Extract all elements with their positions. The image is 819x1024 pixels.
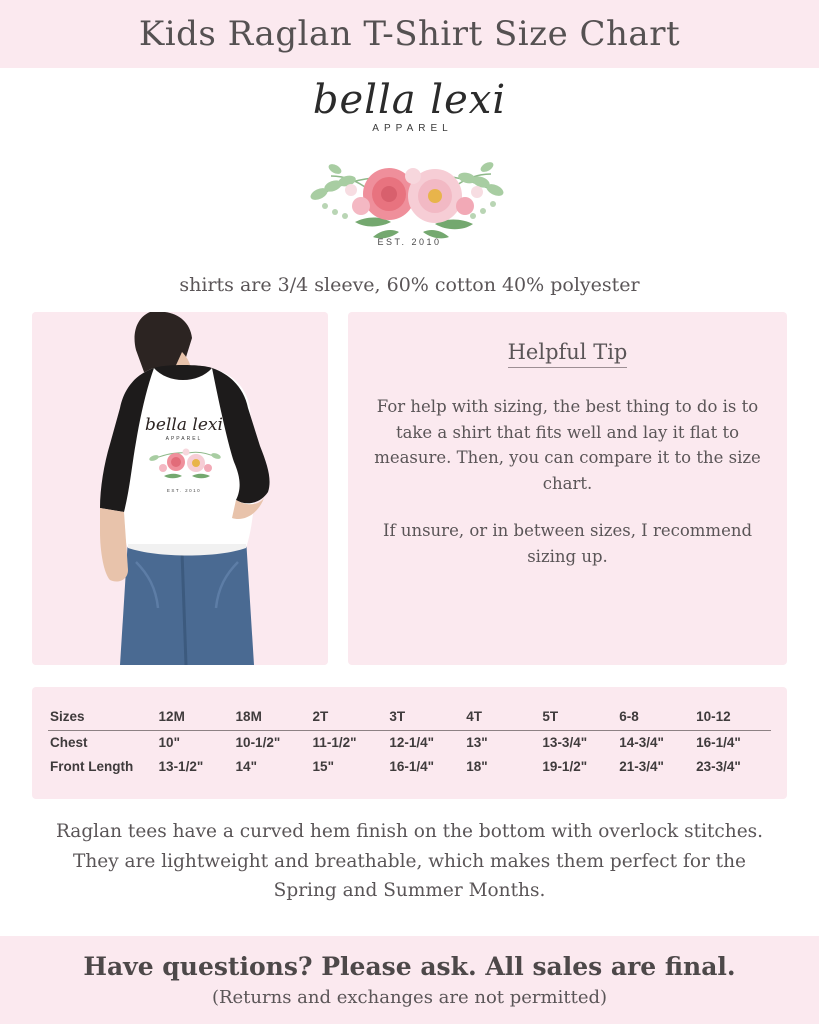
table-row [48,731,771,756]
footer-banner [0,936,819,1024]
svg-text:bella lexi: bella lexi [145,415,223,435]
size-cell: 10-1/2" [235,735,281,750]
page-title: Kids Raglan T-Shirt Size Chart [138,14,681,54]
size-table-card [32,687,787,799]
size-cell: 10" [158,735,180,750]
size-cell: 16-1/4" [389,759,435,774]
brand-logo [0,68,819,270]
fabric-note: shirts are 3/4 sleeve, 60% cotton 40% polyester [179,274,640,296]
size-cell: 16-1/4" [696,735,741,750]
brand-subtitle: APPAREL [372,123,453,134]
header-banner [0,0,819,68]
size-cell: 11-1/2" [312,735,357,750]
size-table-header-cell: 4T [466,709,482,724]
size-table-header-cell: 6-8 [619,709,639,724]
content-columns [0,312,819,665]
helpful-tip-title: Helpful Tip [508,340,628,368]
raglan-shirt-photo [32,312,328,665]
size-table-header-cell: Sizes [50,709,85,724]
size-cell: 14" [235,759,257,774]
size-cell: 23-3/4" [696,759,741,774]
product-photo-card [32,312,328,665]
size-row-label: Front Length [50,759,134,774]
size-table-header-cell: 3T [389,709,406,724]
bottom-description: Raglan tees have a curved hem finish on the bottom with overlock stitches. They are lightweight and breathable, which makes them perfect for the Spring and Summer Months. [55,821,764,902]
helpful-tip-card [348,312,787,665]
size-table-header-cell: 18M [235,709,262,724]
svg-text:APPAREL: APPAREL [165,436,203,442]
size-cell: 18" [466,759,488,774]
svg-text:EST. 2010: EST. 2010 [166,488,202,493]
size-cell: 21-3/4" [619,759,664,774]
size-table-header-row [48,705,771,731]
helpful-tip-paragraph-2: If unsure, or in between sizes, I recommend sizing up. [382,521,753,566]
size-row-label: Chest [50,735,88,750]
size-cell: 14-3/4" [619,735,664,750]
brand-established: EST. 2010 [377,237,442,247]
size-cell: 19-1/2" [542,759,588,774]
helpful-tip-paragraph-1: For help with sizing, the best thing to do is to take a shirt that fits well and lay it flat to measure. Then, you can compare it to the size chart. [374,397,761,493]
size-table-header-cell: 10-12 [696,709,731,724]
size-cell: 12-1/4" [389,735,435,750]
table-row [48,755,771,779]
footer-question-text: Have questions? Please ask. All sales are final. [83,952,736,981]
size-cell: 15" [312,759,334,774]
size-cell: 13" [466,735,488,750]
brand-name: bella lexi [312,77,507,123]
size-table-header-cell: 2T [312,709,329,724]
size-cell: 13-3/4" [542,735,588,750]
footer-returns-note: (Returns and exchanges are not permitted) [211,987,608,1008]
size-table-header-cell: 5T [542,709,559,724]
floral-bouquet-icon [295,136,525,241]
size-table [48,705,771,779]
size-table-header-cell: 12M [158,709,185,724]
size-cell: 13-1/2" [158,759,204,774]
